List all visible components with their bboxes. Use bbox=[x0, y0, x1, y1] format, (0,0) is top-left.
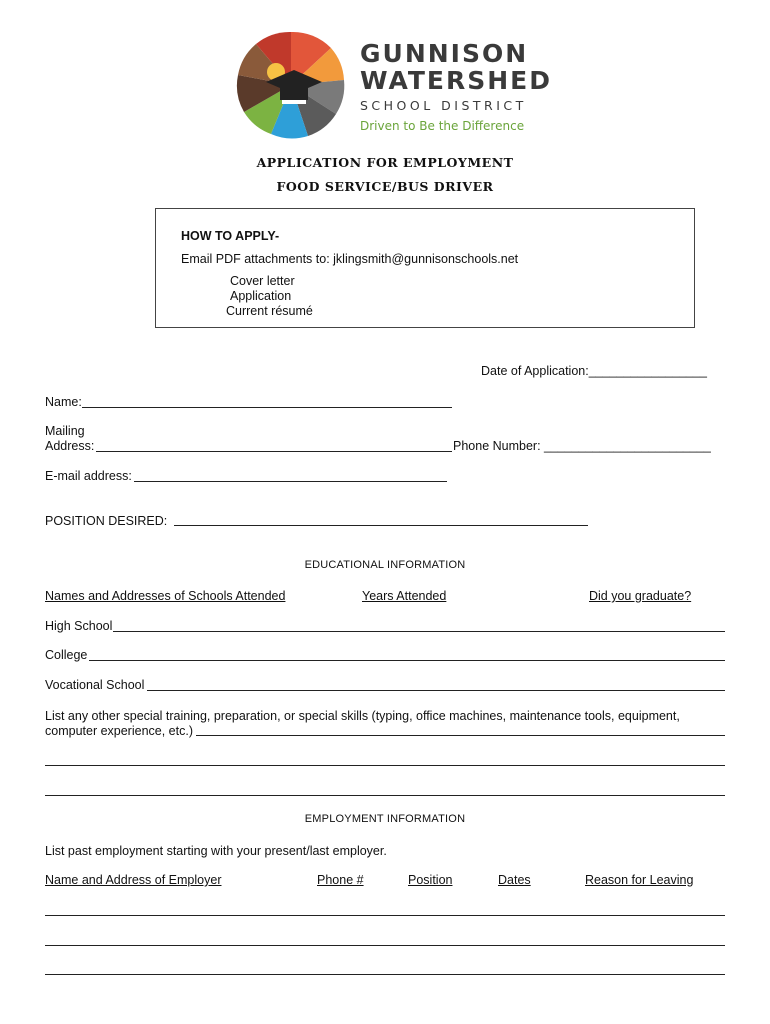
special-training-field[interactable] bbox=[196, 735, 725, 736]
how-to-apply-title: HOW TO APPLY- bbox=[181, 229, 280, 243]
col-position: Position bbox=[408, 873, 453, 887]
email-field[interactable] bbox=[134, 481, 447, 482]
how-to-apply-email: Email PDF attachments to: jklingsmith@gunnisonschools.net bbox=[181, 252, 519, 266]
col-phone: Phone # bbox=[317, 873, 364, 887]
col-dates: Dates bbox=[498, 873, 531, 887]
logo-line1: GUNNISON bbox=[360, 39, 529, 68]
vocational-school-label: Vocational School bbox=[45, 678, 145, 692]
special-training-line-2[interactable] bbox=[45, 765, 725, 766]
position-desired-label: POSITION DESIRED: bbox=[45, 514, 168, 528]
email-label: E-mail address: bbox=[45, 469, 132, 483]
special-training-text-1: List any other special training, preparation, or special skills (typing, office machines, maintenance tools, equipment, bbox=[45, 709, 680, 723]
logo-line3: SCHOOL DISTRICT bbox=[360, 98, 527, 113]
col-did-you-graduate: Did you graduate? bbox=[589, 589, 692, 603]
col-years-attended: Years Attended bbox=[362, 589, 447, 603]
logo-line2: WATERSHED bbox=[360, 66, 552, 95]
apply-item-application: Application bbox=[230, 289, 292, 303]
form-title: APPLICATION FOR EMPLOYMENT bbox=[256, 155, 514, 170]
employment-row-1[interactable] bbox=[45, 915, 725, 916]
address-field[interactable] bbox=[96, 451, 452, 452]
phone-number-field[interactable]: Phone Number: ________________________ bbox=[453, 439, 711, 453]
college-label: College bbox=[45, 648, 88, 662]
education-section-title: EDUCATIONAL INFORMATION bbox=[304, 559, 466, 571]
date-of-application-field[interactable]: Date of Application:_________________ bbox=[481, 364, 707, 378]
form-subtitle: FOOD SERVICE/BUS DRIVER bbox=[276, 179, 494, 194]
employment-instructions: List past employment starting with your present/last employer. bbox=[45, 844, 387, 858]
name-field[interactable] bbox=[82, 407, 452, 408]
employment-section-title: EMPLOYMENT INFORMATION bbox=[304, 813, 466, 825]
employment-row-2[interactable] bbox=[45, 945, 725, 946]
col-employer: Name and Address of Employer bbox=[45, 873, 222, 887]
apply-item-cover-letter: Cover letter bbox=[230, 274, 295, 288]
col-schools-attended: Names and Addresses of Schools Attended bbox=[45, 589, 286, 603]
col-reason-for-leaving: Reason for Leaving bbox=[585, 873, 694, 887]
name-label: Name: bbox=[45, 395, 82, 409]
special-training-text-2: computer experience, etc.) bbox=[45, 724, 193, 738]
employment-row-3[interactable] bbox=[45, 974, 725, 975]
special-training-line-3[interactable] bbox=[45, 795, 725, 796]
college-field[interactable] bbox=[89, 660, 725, 661]
high-school-field[interactable] bbox=[113, 631, 725, 632]
address-label: Address: bbox=[45, 439, 95, 453]
logo-tagline: Driven to Be the Difference bbox=[360, 119, 525, 133]
high-school-label: High School bbox=[45, 619, 113, 633]
mailing-label: Mailing bbox=[45, 424, 85, 438]
position-desired-field[interactable] bbox=[174, 525, 588, 526]
vocational-school-field[interactable] bbox=[147, 690, 725, 691]
apply-item-resume: Current résumé bbox=[226, 304, 313, 318]
logo-emblem-icon bbox=[236, 30, 346, 140]
